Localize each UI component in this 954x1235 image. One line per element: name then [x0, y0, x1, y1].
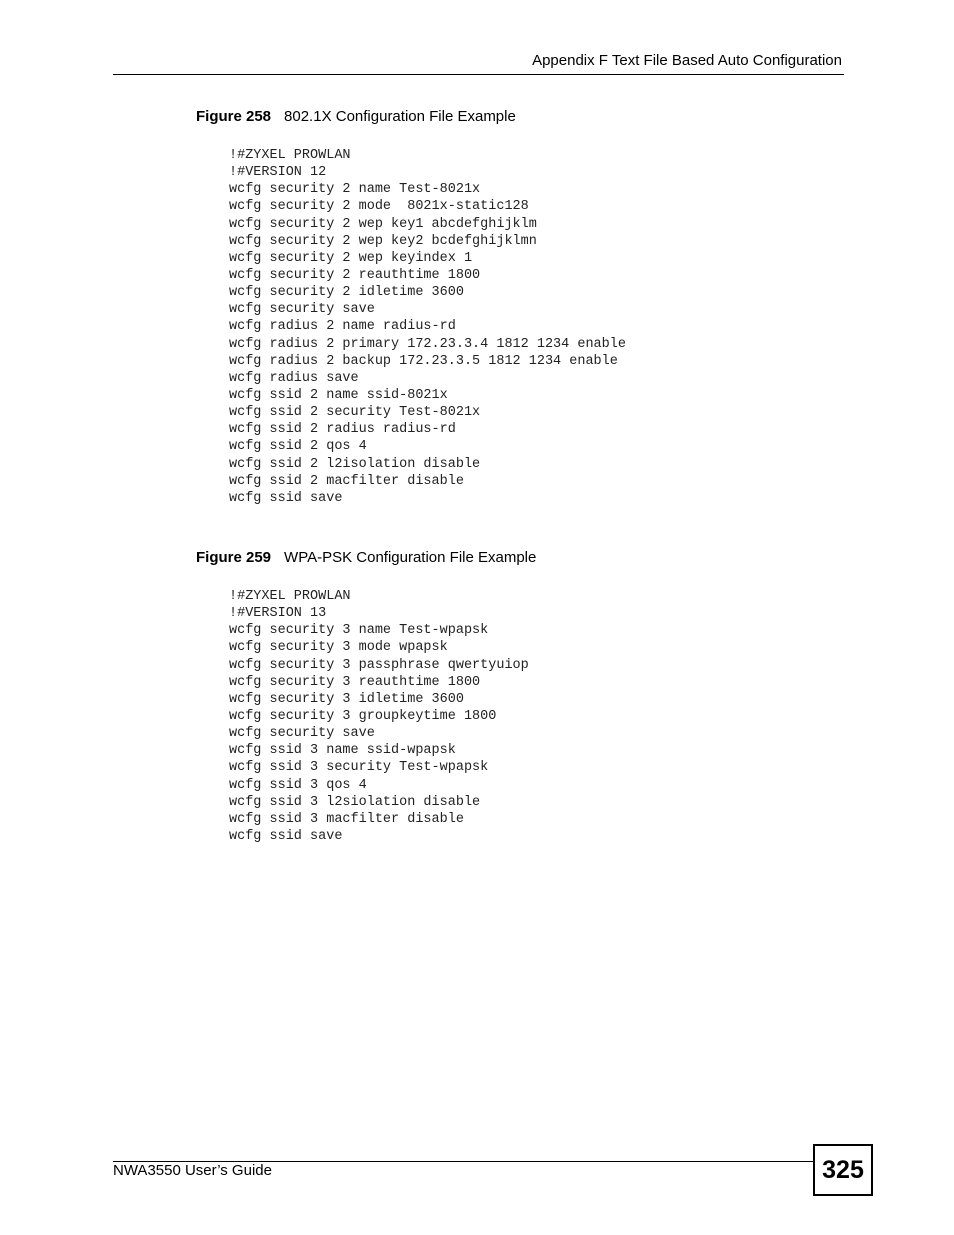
code-line: wcfg security 2 reauthtime 1800 — [229, 267, 481, 283]
code-line: wcfg ssid 2 qos 4 — [229, 439, 367, 455]
header-rule — [113, 74, 844, 75]
code-line: wcfg security 3 passphrase qwertyuiop — [229, 657, 529, 673]
code-line: wcfg security 3 mode wpapsk — [229, 640, 448, 656]
code-line: wcfg radius 2 backup 172.23.3.5 1812 1234 enable — [229, 353, 618, 369]
code-line: wcfg security 3 reauthtime 1800 — [229, 674, 481, 690]
code-line: !#ZYXEL PROWLAN — [229, 589, 351, 604]
figure-title: 802.1X Configuration File Example — [284, 108, 516, 125]
code-line: wcfg security 2 wep keyindex 1 — [229, 250, 473, 266]
code-line: wcfg ssid 2 name ssid-8021x — [229, 387, 448, 403]
code-line: wcfg security 2 mode 8021x-static128 — [229, 199, 529, 215]
code-line: wcfg security save — [229, 726, 375, 742]
header-title: Appendix F Text File Based Auto Configuration — [532, 52, 842, 69]
code-block — [229, 588, 529, 845]
code-line: wcfg ssid 2 security Test-8021x — [229, 405, 481, 421]
code-line: wcfg radius 2 primary 172.23.3.4 1812 1234 enable — [229, 336, 626, 352]
code-line: wcfg security save — [229, 302, 375, 318]
code-line: !#ZYXEL PROWLAN — [229, 148, 351, 163]
code-line: wcfg security 3 groupkeytime 1800 — [229, 708, 497, 724]
code-line: wcfg radius save — [229, 370, 359, 386]
guide-title: NWA3550 User’s Guide — [113, 1162, 272, 1179]
figure-number: Figure 258 — [196, 108, 272, 125]
code-line: wcfg ssid 2 l2isolation disable — [229, 456, 481, 472]
code-line: wcfg ssid 3 name ssid-wpapsk — [229, 743, 456, 759]
code-line: wcfg ssid 3 security Test-wpapsk — [229, 760, 489, 776]
code-line: wcfg security 2 idletime 3600 — [229, 285, 464, 301]
page-number: 325 — [813, 1144, 873, 1196]
code-line: !#VERSION 12 — [229, 165, 327, 181]
code-line: wcfg ssid 3 macfilter disable — [229, 811, 464, 827]
code-line: wcfg ssid 2 radius radius-rd — [229, 422, 456, 438]
figure-caption — [196, 107, 516, 127]
code-line: wcfg ssid 3 l2siolation disable — [229, 794, 481, 810]
code-line: !#VERSION 13 — [229, 606, 327, 622]
figure-caption — [196, 548, 536, 568]
code-line: wcfg radius 2 name radius-rd — [229, 319, 456, 335]
code-line: wcfg ssid save — [229, 490, 343, 506]
code-line: wcfg security 2 name Test-8021x — [229, 182, 481, 198]
code-line: wcfg security 2 wep key1 abcdefghijklm — [229, 216, 537, 232]
code-line: wcfg ssid 3 qos 4 — [229, 777, 367, 793]
figure-number: Figure 259 — [196, 549, 272, 566]
code-line: wcfg ssid 2 macfilter disable — [229, 473, 464, 489]
code-line: wcfg security 2 wep key2 bcdefghijklmn — [229, 233, 537, 249]
code-line: wcfg security 3 idletime 3600 — [229, 691, 464, 707]
code-line: wcfg security 3 name Test-wpapsk — [229, 623, 489, 639]
figure-title: WPA-PSK Configuration File Example — [284, 549, 537, 566]
code-block — [229, 147, 626, 507]
code-line: wcfg ssid save — [229, 828, 343, 844]
